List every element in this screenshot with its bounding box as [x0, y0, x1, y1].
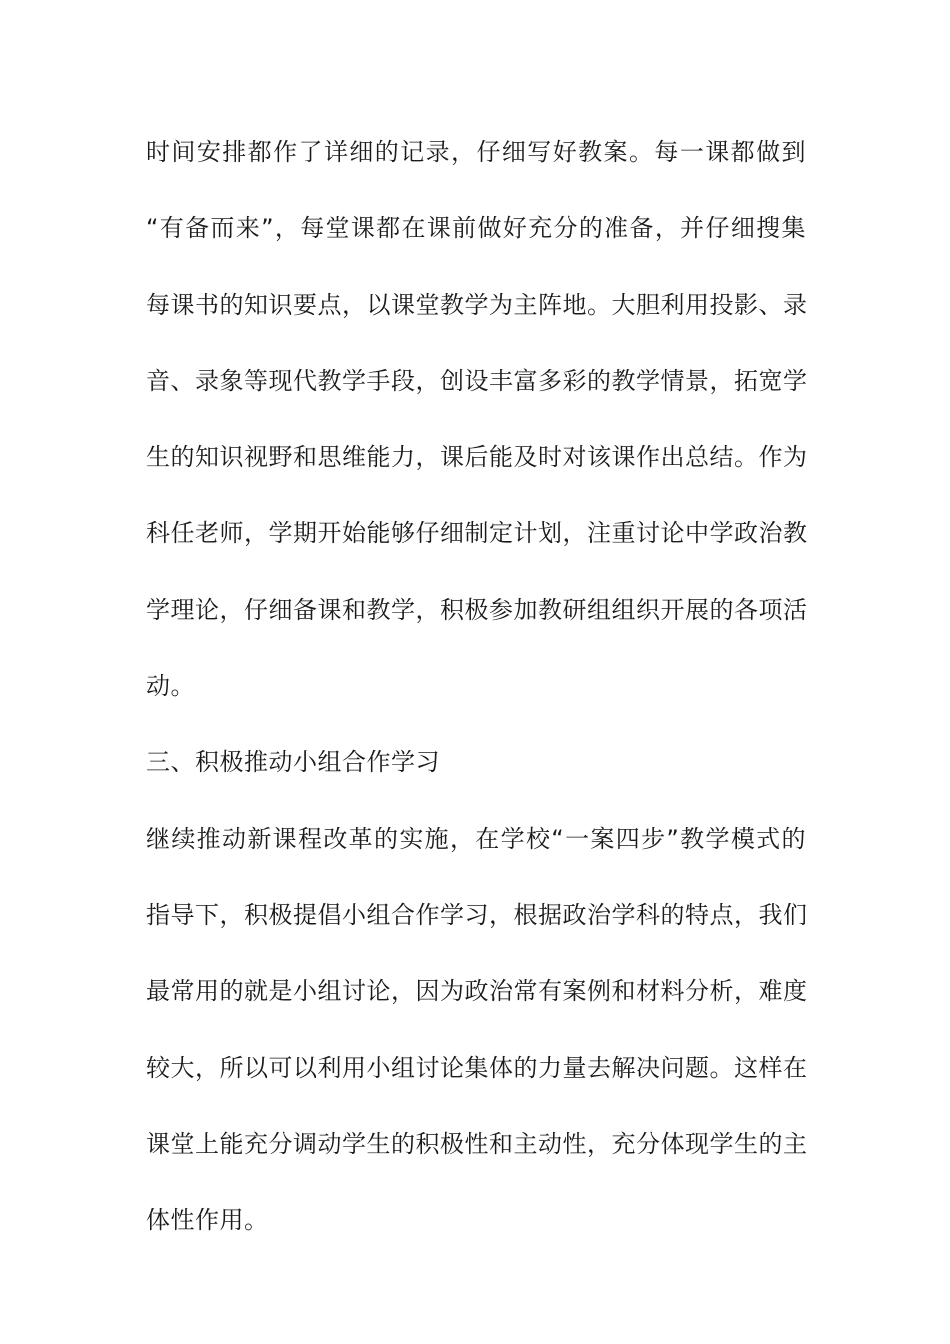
text-line: “有备而来”，每堂课都在课前做好充分的准备，并仔细搜集: [146, 214, 806, 243]
text-line: 动。: [146, 672, 195, 701]
text-line: 课堂上能充分调动学生的积极性和主动性，充分体现学生的主: [146, 1129, 808, 1158]
text-line: 学理论，仔细备课和教学，积极参加教研组组织开展的各项活: [146, 595, 808, 624]
text-line: 生的知识视野和思维能力，课后能及时对该课作出总结。作为: [146, 443, 808, 472]
section-heading: 三、积极推动小组合作学习: [146, 748, 440, 777]
text-line: 时间安排都作了详细的记录，仔细写好教案。每一课都做到: [146, 138, 806, 166]
text-line: 最常用的就是小组讨论，因为政治常有案例和材料分析，难度: [146, 977, 808, 1006]
text-line: 较大，所以可以利用小组讨论集体的力量去解决问题。这样在: [146, 1053, 808, 1082]
text-line: 科任老师，学期开始能够仔细制定计划，注重讨论中学政治教: [146, 519, 808, 548]
document-body: [146, 128, 806, 1272]
text-line: 继续推动新课程改革的实施，在学校“一案四步”教学模式的: [146, 824, 806, 853]
text-line: 指导下，积极提倡小组合作学习，根据政治学科的特点，我们: [146, 900, 808, 929]
text-line: 音、录象等现代教学手段，创设丰富多彩的教学情景，拓宽学: [146, 366, 808, 395]
text-line: 体性作用。: [146, 1206, 269, 1235]
text-line: 每课书的知识要点，以课堂教学为主阵地。大胆利用投影、录: [146, 290, 808, 319]
